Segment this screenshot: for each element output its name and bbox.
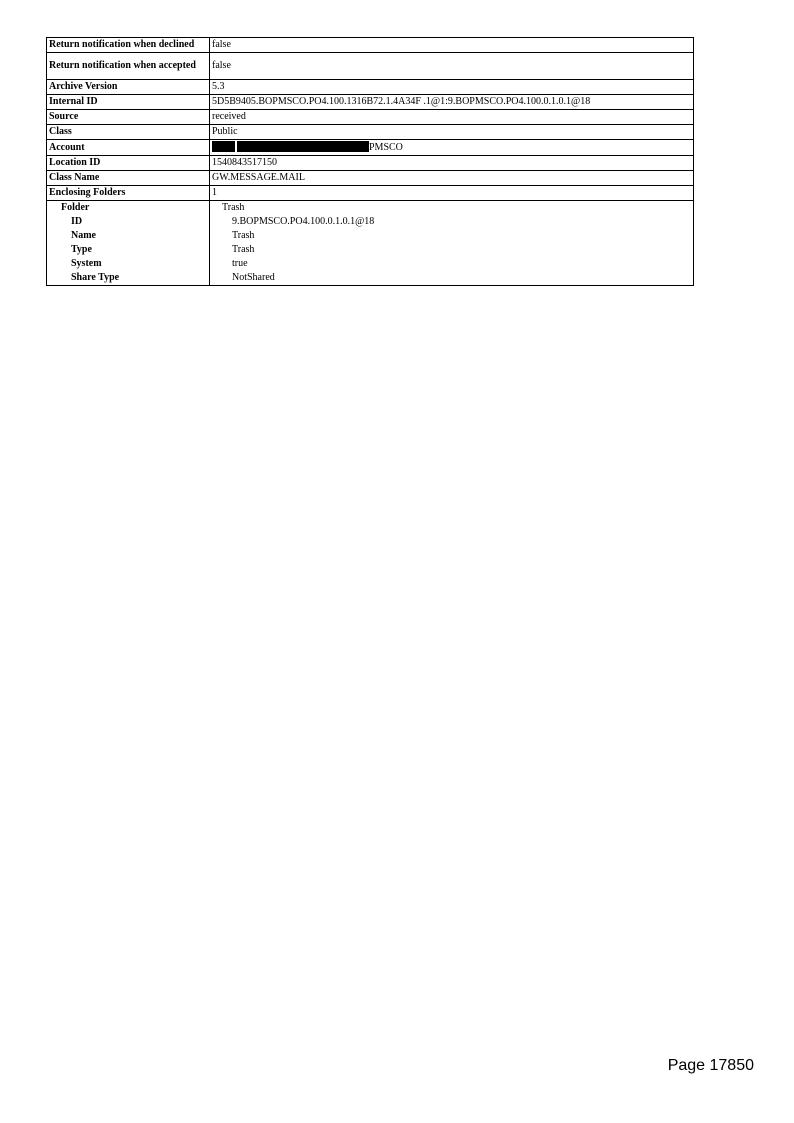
property-name: Type: [47, 243, 210, 257]
property-value: Trash: [210, 201, 694, 216]
table-row: [47, 229, 694, 243]
property-value: false: [210, 38, 694, 53]
table-row: [47, 38, 694, 53]
property-value: 1: [210, 186, 694, 201]
property-name: Share Type: [47, 271, 210, 286]
property-name: Return notification when accepted: [47, 53, 210, 80]
table-row: [47, 215, 694, 229]
table-row: [47, 201, 694, 216]
property-name: Return notification when declined: [47, 38, 210, 53]
property-name: System: [47, 257, 210, 271]
table-row: [47, 156, 694, 171]
table-row: [47, 257, 694, 271]
table-row: [47, 186, 694, 201]
table-row: [47, 95, 694, 110]
property-value: 1540843517150: [210, 156, 694, 171]
property-name: Folder: [47, 201, 210, 216]
property-name: Class: [47, 125, 210, 140]
property-value: true: [210, 257, 694, 271]
property-value: 5D5B9405.BOPMSCO.PO4.100.1316B72.1.4A34F .1@1:9.BOPMSCO.PO4.100.0.1.0.1@18: [210, 95, 694, 110]
property-name: Account: [47, 140, 210, 156]
property-name: Source: [47, 110, 210, 125]
table-row: [47, 243, 694, 257]
property-value: NotShared: [210, 271, 694, 286]
table-row: [47, 110, 694, 125]
property-value: received: [210, 110, 694, 125]
property-value: 5.3: [210, 80, 694, 95]
property-value: Trash: [210, 243, 694, 257]
account-visible-text: PMSCO: [369, 142, 403, 153]
table-row: [47, 53, 694, 80]
property-value: Trash: [210, 229, 694, 243]
page-number: Page 17850: [667, 1057, 754, 1074]
property-value: GW.MESSAGE.MAIL: [210, 171, 694, 186]
property-value: false: [210, 53, 694, 80]
property-name: Enclosing Folders: [47, 186, 210, 201]
table-row: [47, 80, 694, 95]
table-row: [47, 171, 694, 186]
table-row: [47, 271, 694, 286]
property-value: Public: [210, 125, 694, 140]
property-value: 9.BOPMSCO.PO4.100.0.1.0.1@18: [210, 215, 694, 229]
redaction-block: [212, 141, 235, 152]
property-name: Internal ID: [47, 95, 210, 110]
table-row: [47, 140, 694, 156]
properties-table: [46, 37, 694, 286]
property-value-account: [210, 140, 694, 156]
property-name: Class Name: [47, 171, 210, 186]
table-row: [47, 125, 694, 140]
property-name: Name: [47, 229, 210, 243]
property-name: Archive Version: [47, 80, 210, 95]
property-name: ID: [47, 215, 210, 229]
redaction-block: [237, 141, 369, 152]
property-name: Location ID: [47, 156, 210, 171]
